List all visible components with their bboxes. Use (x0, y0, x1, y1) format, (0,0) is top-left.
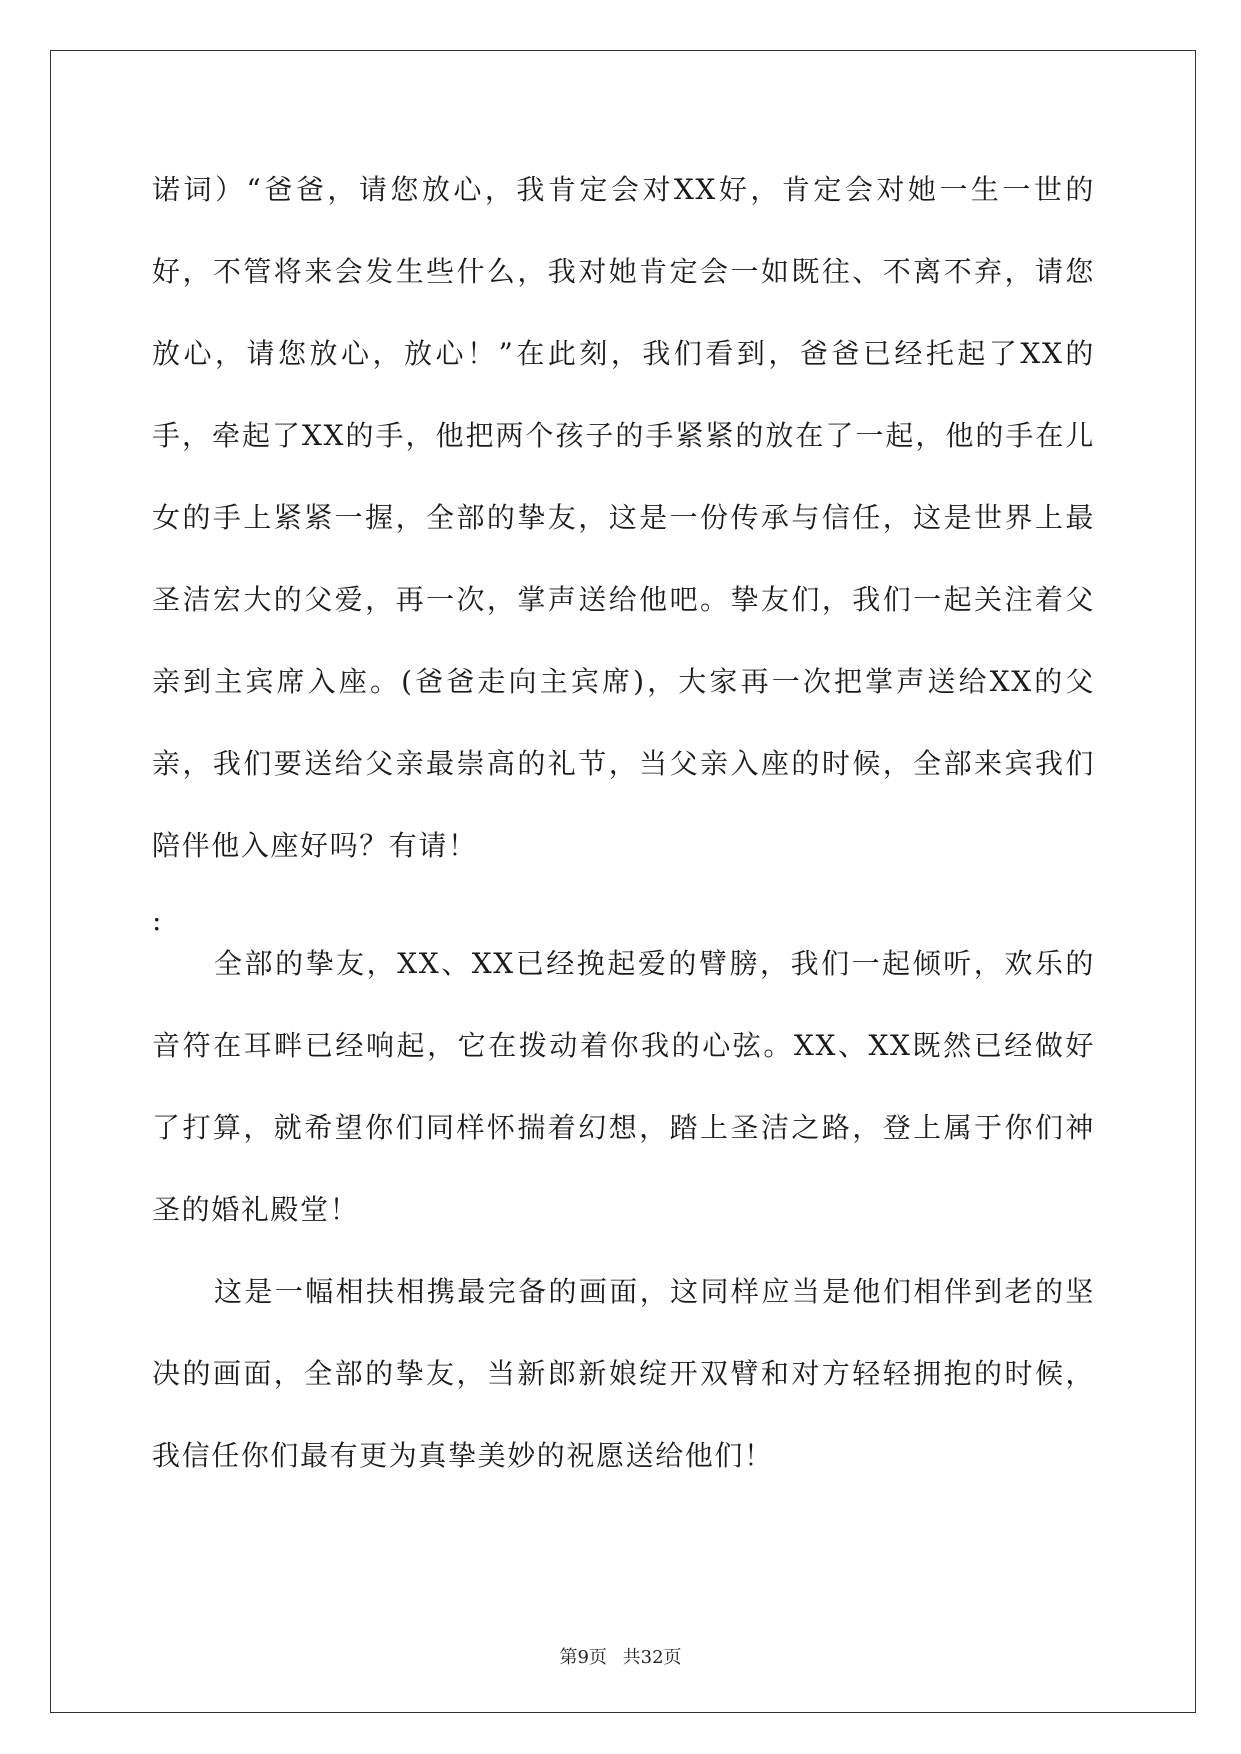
page-total: 共32页 (622, 1647, 682, 1668)
paragraph-colon: : (152, 904, 164, 937)
page-footer (0, 1643, 1241, 1669)
page-number: 第9页 (559, 1647, 607, 1668)
paragraph-embrace: 这是一幅相扶相携最完备的画面，这同样应当是他们相伴到老的坚决的画面，全部的挚友，当新郎新娘绽开双臂和对方轻轻拥抱的时候，我信任你们最有更为真挚美妙的祝愿送给他们！ (152, 1275, 1095, 1472)
paragraph-friends: 全部的挚友，XX、XX已经挽起爱的臂膀，我们一起倾听，欢乐的音符在耳畔已经响起，它在拨动着你我的心弦。XX、XX既然已经做好了打算，就希望你们同样怀揣着幻想，踏上圣洁之路，登上属于你们神圣的婚礼殿堂！ (152, 947, 1095, 1226)
paragraph-speech: 诺词）“爸爸，请您放心，我肯定会对XX好，肯定会对她一生一世的好，不管将来会发生些什么，我对她肯定会一如既往、不离不弃，请您放心，请您放心，放心！”在此刻，我们看到，爸爸已经托起了XX的手，牵起了XX的手，他把两个孩子的手紧紧的放在了一起，他的手在儿女的手上紧紧一握，全部的挚友，这是一份传承与信任，这是世界上最圣洁宏大的父爱，再一次，掌声送给他吧。挚友们，我们一起关注着父亲到主宾席入座。(爸爸走向主宾席)，大家再一次把掌声送给XX的父亲，我们要送给父亲最崇高的礼节，当父亲入座的时候，全部来宾我们陪伴他入座好吗？有请！ (152, 173, 1095, 862)
